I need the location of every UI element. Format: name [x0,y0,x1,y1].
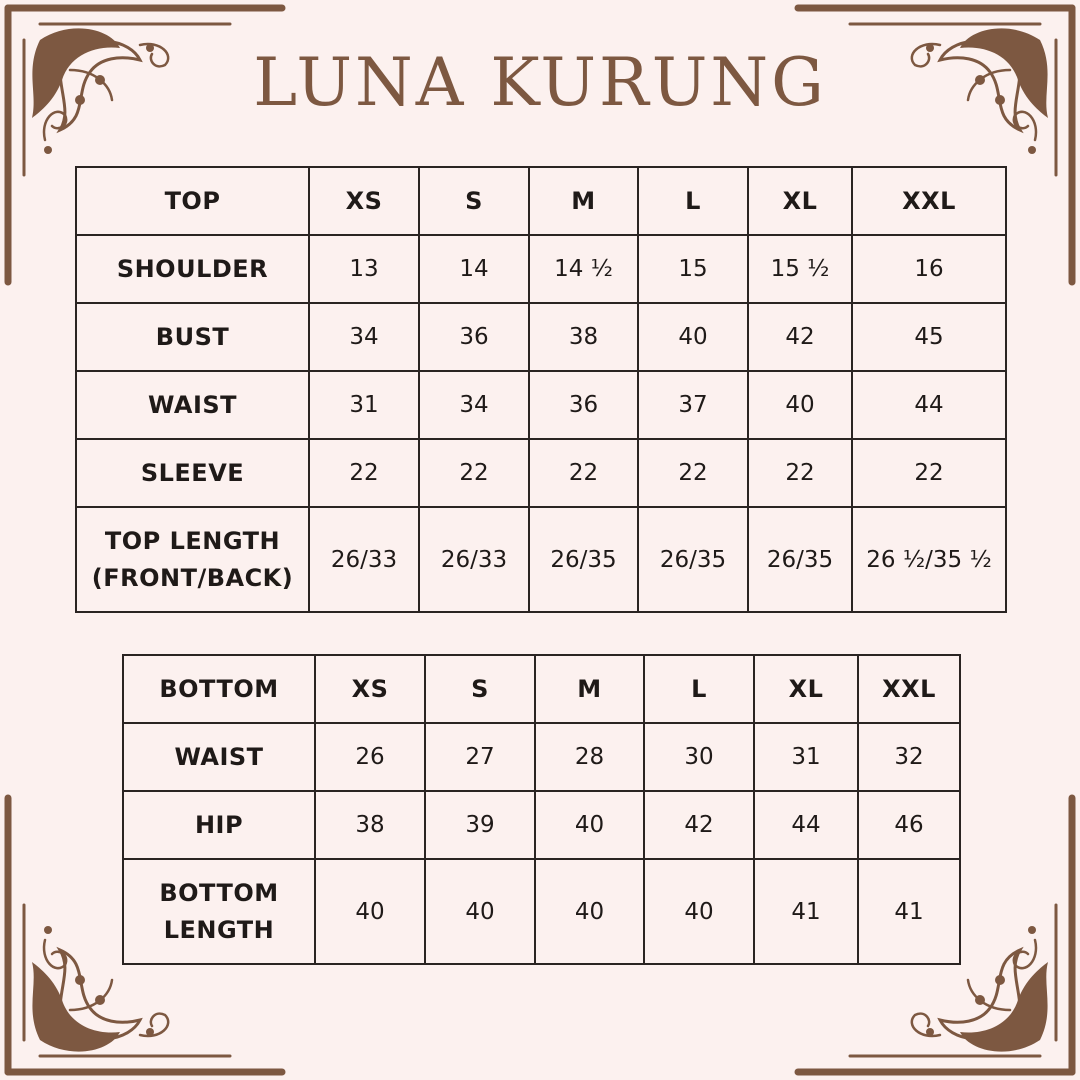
table-row [76,371,1006,439]
table-row [76,303,1006,371]
table-cell: 46 [858,791,960,859]
column-header: XL [754,655,858,723]
table-cell: 26/35 [748,507,852,612]
column-header: XS [315,655,425,723]
table-cell: 13 [309,235,419,303]
column-header: L [638,167,748,235]
row-label: WAIST [76,371,309,439]
table-cell: 37 [638,371,748,439]
table-cell: 34 [419,371,529,439]
row-label-line: TOP LENGTH [104,526,281,555]
row-label: WAIST [123,723,315,791]
table-cell: 15 [638,235,748,303]
row-label-line: LENGTH [163,915,275,944]
bottom-size-table [122,654,961,965]
table-cell: 44 [754,791,858,859]
table-cell: 32 [858,723,960,791]
table-cell: 26 ½/35 ½ [852,507,1006,612]
column-header: XL [748,167,852,235]
table-cell: 26/35 [638,507,748,612]
table-cell: 38 [315,791,425,859]
table-cell: 30 [644,723,754,791]
column-header: BOTTOM [123,655,315,723]
table-cell: 22 [748,439,852,507]
table-cell: 14 [419,235,529,303]
table-cell: 45 [852,303,1006,371]
table-cell: 39 [425,791,535,859]
column-header: M [535,655,644,723]
table-cell: 31 [754,723,858,791]
table-cell: 22 [638,439,748,507]
page-title: LUNA KURUNG [253,44,827,121]
column-header: M [529,167,638,235]
column-header: TOP [76,167,309,235]
table-row [76,235,1006,303]
table-cell: 40 [535,791,644,859]
table-cell: 26/33 [419,507,529,612]
column-header: XXL [852,167,1006,235]
row-label: BUST [76,303,309,371]
table-row [123,859,960,964]
column-header: S [425,655,535,723]
table-cell: 26 [315,723,425,791]
table-cell: 16 [852,235,1006,303]
row-label [76,507,309,612]
table-cell: 22 [852,439,1006,507]
table-cell: 22 [529,439,638,507]
table-cell: 40 [644,859,754,964]
table-cell: 15 ½ [748,235,852,303]
table-cell: 22 [309,439,419,507]
table-cell: 26/35 [529,507,638,612]
table-cell: 41 [858,859,960,964]
column-header: XXL [858,655,960,723]
top-size-table [75,166,1007,613]
table-cell: 40 [315,859,425,964]
table-cell: 28 [535,723,644,791]
column-header: L [644,655,754,723]
table-header-row [123,655,960,723]
table-cell: 27 [425,723,535,791]
row-label: SLEEVE [76,439,309,507]
table-row [123,723,960,791]
table-row [76,507,1006,612]
row-label: SHOULDER [76,235,309,303]
table-row [76,439,1006,507]
table-cell: 44 [852,371,1006,439]
table-cell: 41 [754,859,858,964]
table-cell: 36 [529,371,638,439]
table-cell: 40 [748,371,852,439]
table-cell: 14 ½ [529,235,638,303]
table-cell: 40 [638,303,748,371]
table-cell: 31 [309,371,419,439]
row-label-line: BOTTOM [159,878,279,907]
row-label-line: (FRONT/BACK) [91,563,294,592]
table-cell: 36 [419,303,529,371]
table-cell: 42 [644,791,754,859]
row-label [123,859,315,964]
table-cell: 34 [309,303,419,371]
row-label: HIP [123,791,315,859]
table-cell: 26/33 [309,507,419,612]
column-header: S [419,167,529,235]
table-cell: 38 [529,303,638,371]
table-cell: 40 [535,859,644,964]
table-header-row [76,167,1006,235]
table-cell: 40 [425,859,535,964]
table-cell: 22 [419,439,529,507]
table-cell: 42 [748,303,852,371]
column-header: XS [309,167,419,235]
table-row [123,791,960,859]
